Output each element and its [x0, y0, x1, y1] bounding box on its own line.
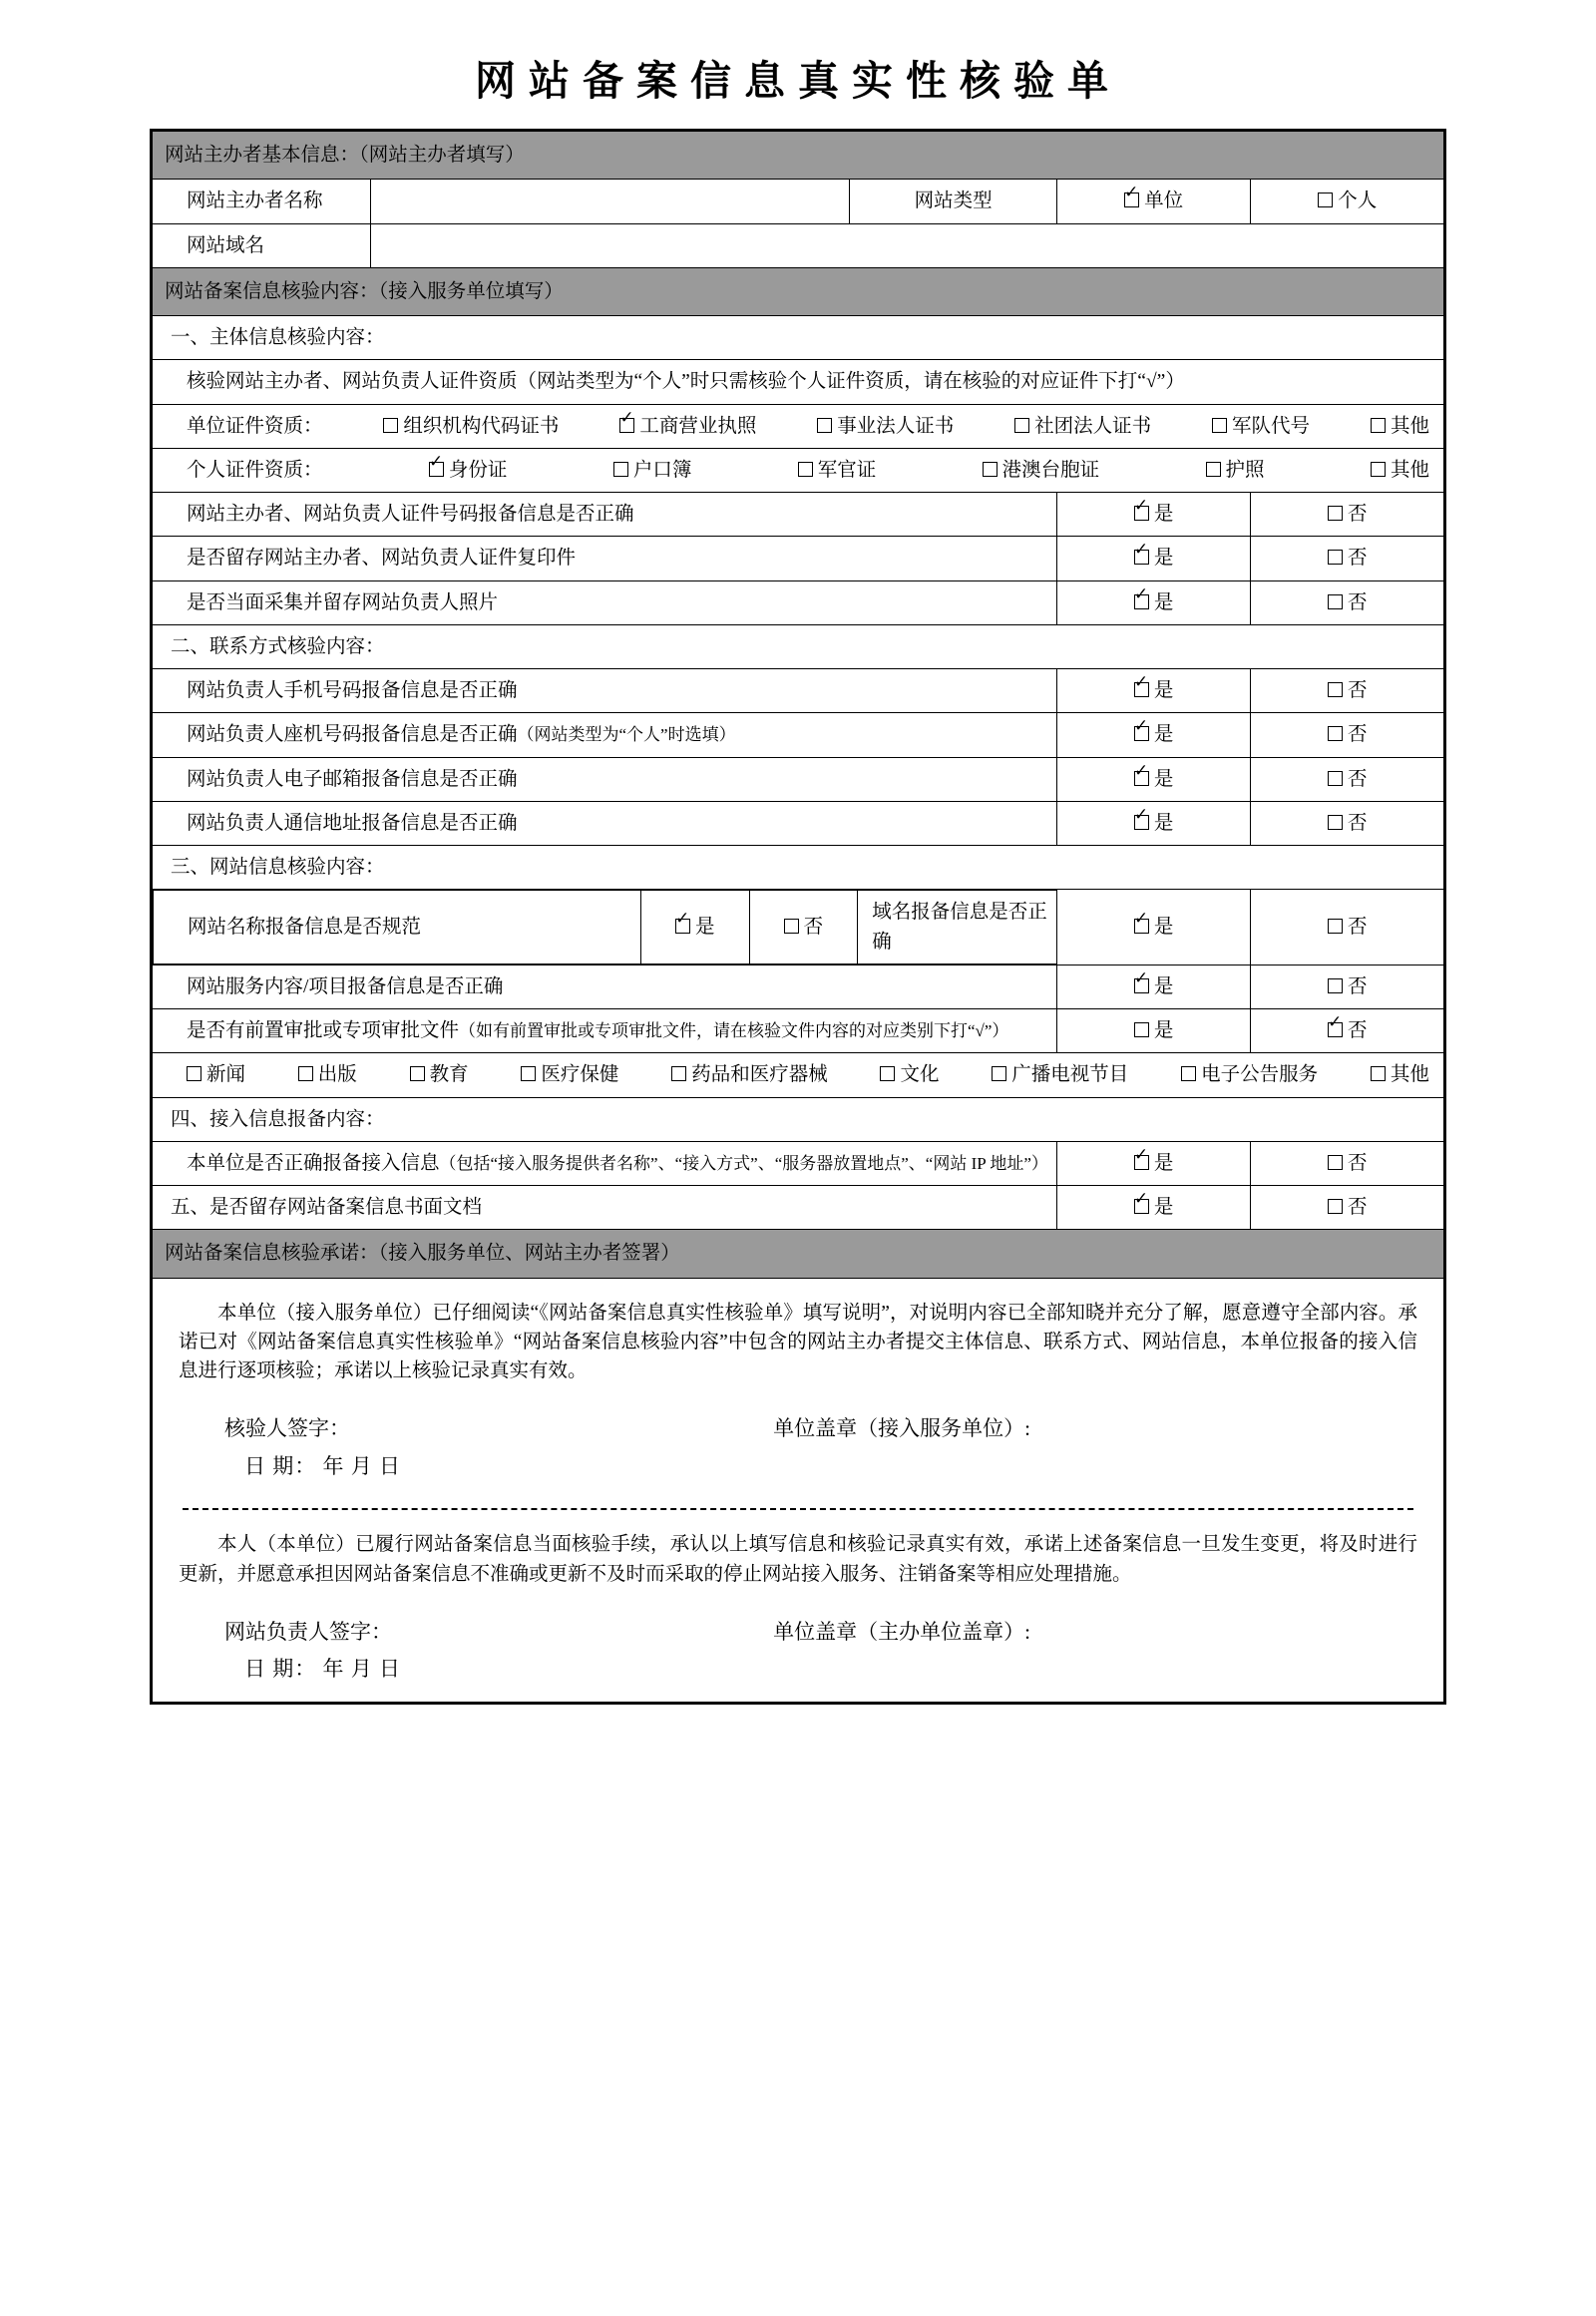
group2-row-1 [152, 669, 1445, 713]
checkbox-icon[interactable] [798, 462, 813, 477]
site-type-person-label: 个人 [1338, 191, 1378, 212]
checkbox-icon[interactable] [1328, 506, 1343, 521]
person-cert-option-label: 军官证 [817, 459, 877, 481]
checkbox-icon[interactable] [1134, 815, 1149, 830]
checkbox-icon[interactable] [1328, 682, 1343, 697]
group2-head-label: 二、联系方式核验内容： [152, 624, 1445, 668]
checkbox-icon[interactable] [1134, 919, 1149, 934]
checkbox-icon[interactable] [1181, 1066, 1196, 1081]
group3-domain-text: 域名报备信息是否正确 [858, 891, 1056, 965]
group3-service-no[interactable] [1251, 965, 1445, 1008]
promise-paragraph-2: 本人（本单位）已履行网站备案信息当面核验手续，承认以上填写信息和核验记录真实有效，承诺上述备案信息一旦发生变更，将及时进行更新，并愿意承担因网站备案信息不准确或更新不及时而采取的停止网站接入服务、注销备案等相应处理措施。 [179, 1534, 1417, 1585]
unit-cert-option-institution[interactable] [817, 412, 954, 441]
group1-header [152, 316, 1445, 360]
no-label: 否 [1347, 1152, 1368, 1174]
verification-form [150, 129, 1446, 1705]
group1-row-1-no[interactable] [1251, 493, 1445, 537]
group3-preapproval-text: 是否有前置审批或专项审批文件 [187, 1020, 460, 1041]
group5-yes[interactable] [1056, 1186, 1251, 1230]
group2-row-4 [152, 801, 1445, 845]
domain-row [152, 223, 1445, 267]
yes-label: 是 [1153, 975, 1174, 997]
checkbox-icon[interactable] [1134, 506, 1149, 521]
date-line-1[interactable]: 日 期： 年 月 日 [244, 1453, 401, 1478]
no-label: 否 [1347, 975, 1368, 997]
site-type-unit-option[interactable] [1056, 180, 1251, 223]
domain-label: 网站域名 [152, 223, 371, 267]
promise-body-row [152, 1278, 1445, 1703]
category-bbs[interactable] [1181, 1060, 1318, 1089]
group3-categories-row [152, 1053, 1445, 1097]
group1-row-1-yes[interactable] [1056, 493, 1251, 537]
group2-row-2-text: 网站负责人座机号码报备信息是否正确 [187, 724, 518, 746]
section-owner-basic-header [152, 131, 1445, 180]
person-cert-option-id-card[interactable] [429, 456, 508, 485]
category-label: 出版 [317, 1064, 357, 1086]
person-cert-option-passport[interactable] [1206, 456, 1265, 485]
no-label: 否 [1347, 680, 1368, 701]
group3-service-row [152, 965, 1445, 1008]
yes-label: 是 [1153, 591, 1174, 613]
unit-cert-option-social-org[interactable] [1014, 412, 1151, 441]
person-cert-option-label: 护照 [1225, 459, 1265, 481]
person-cert-option-hmt[interactable] [983, 456, 1100, 485]
checkbox-icon[interactable] [1328, 1022, 1343, 1037]
category-education[interactable] [410, 1060, 469, 1089]
checkbox-icon[interactable] [1318, 193, 1333, 207]
owner-name-label: 网站主办者名称 [152, 180, 371, 223]
person-cert-option-label: 身份证 [448, 459, 508, 481]
group4-row [152, 1141, 1445, 1185]
group4-row-note: （包括“接入服务提供者名称”、“接入方式”、“服务器放置地点”、“网站 IP 地址”） [439, 1153, 1048, 1173]
checkbox-icon[interactable] [1328, 919, 1343, 934]
group2-row-2-no[interactable] [1251, 713, 1445, 757]
verify-head-label: 网站备案信息核验内容：（接入服务单位填写） [152, 267, 1445, 315]
checkbox-icon[interactable] [992, 1066, 1006, 1081]
yes-label: 是 [1153, 1197, 1174, 1218]
group2-row-3-no[interactable] [1251, 757, 1445, 801]
checkbox-icon[interactable] [1328, 815, 1343, 830]
unit-cert-option-org-code[interactable] [383, 412, 559, 441]
checkbox-icon[interactable] [1328, 1199, 1343, 1214]
group2-row-3-yes[interactable] [1056, 757, 1251, 801]
group4-head-label: 四、接入信息报备内容： [152, 1097, 1445, 1141]
owner-basic-head-label: 网站主办者基本信息：（网站主办者填写） [152, 131, 1445, 180]
domain-input[interactable] [371, 223, 1445, 267]
checkbox-icon[interactable] [521, 1066, 536, 1081]
group1-head-label: 一、主体信息核验内容： [152, 316, 1445, 360]
unit-cert-option-label: 组织机构代码证书 [403, 415, 560, 437]
unit-cert-option-label: 社团法人证书 [1034, 415, 1152, 437]
group5-no[interactable] [1251, 1186, 1445, 1230]
unit-cert-option-army-code[interactable] [1212, 412, 1310, 441]
no-label: 否 [1347, 548, 1368, 570]
group1-row-2-text: 是否留存网站主办者、网站负责人证件复印件 [152, 537, 1057, 580]
checkbox-icon[interactable] [1134, 594, 1149, 609]
group2-header [152, 624, 1445, 668]
person-cert-option-label: 其他 [1390, 459, 1429, 481]
group2-row-3-text: 网站负责人电子邮箱报备信息是否正确 [187, 768, 518, 790]
group2-row-3 [152, 757, 1445, 801]
unit-cert-option-other[interactable] [1371, 412, 1429, 441]
unit-cert-row [152, 404, 1445, 448]
checkbox-icon[interactable] [383, 418, 398, 433]
unit-cert-option-label: 事业法人证书 [837, 415, 955, 437]
checkbox-icon[interactable] [1328, 594, 1343, 609]
group3-sitename-text: 网站名称报备信息是否规范 [154, 891, 641, 965]
group5-row [152, 1186, 1445, 1230]
checkbox-icon[interactable] [1328, 550, 1343, 565]
group3-split-row [152, 890, 1445, 965]
date-line-2[interactable]: 日 期： 年 月 日 [244, 1657, 401, 1682]
promise-header [152, 1230, 1445, 1278]
checkbox-icon[interactable] [880, 1066, 895, 1081]
group2-row-1-text: 网站负责人手机号码报备信息是否正确 [187, 680, 518, 701]
group3-preapproval-row [152, 1009, 1445, 1053]
no-label: 否 [1347, 724, 1368, 746]
unit-cert-option-label: 其他 [1390, 415, 1429, 437]
group1-intro-row [152, 360, 1445, 404]
group4-row-text: 本单位是否正确报备接入信息 [187, 1152, 440, 1174]
group3-preapproval-yes[interactable] [1056, 1009, 1251, 1053]
group3-domain-yes[interactable] [1056, 890, 1251, 965]
category-drug-device[interactable] [671, 1060, 828, 1089]
signature-line-2 [179, 1617, 1417, 1649]
group4-row-no[interactable] [1251, 1141, 1445, 1185]
checkbox-icon[interactable] [1371, 462, 1386, 477]
unit-cert-label: 单位证件资质： [187, 415, 323, 437]
category-label: 其他 [1390, 1064, 1429, 1086]
checkbox-icon[interactable] [983, 462, 998, 477]
promise-head-label: 网站备案信息核验承诺：（接入服务单位、网站主办者签署） [152, 1230, 1445, 1278]
site-type-label: 网站类型 [850, 180, 1057, 223]
checkbox-icon[interactable] [1134, 771, 1149, 786]
group3-sitename-yes[interactable] [640, 891, 749, 965]
checkbox-icon[interactable] [671, 1066, 686, 1081]
checkbox-icon[interactable] [1134, 1199, 1149, 1214]
unit-cert-option-label: 工商营业执照 [639, 415, 757, 437]
checkbox-icon[interactable] [1134, 1155, 1149, 1170]
yes-label: 是 [1153, 1152, 1174, 1174]
page-title: 网站备案信息真实性核验单 [475, 58, 1121, 104]
group1-row-3-yes[interactable] [1056, 580, 1251, 624]
group1-intro-text: 核验网站主办者、网站负责人证件资质（网站类型为“个人”时只需核验个人证件资质，请在核验的对应证件下打“√”） [152, 360, 1445, 404]
checkbox-icon[interactable] [1371, 418, 1386, 433]
no-label: 否 [1347, 1197, 1368, 1218]
category-culture[interactable] [880, 1060, 939, 1089]
checkbox-icon[interactable] [1212, 418, 1227, 433]
group3-header [152, 846, 1445, 890]
signature-line-1 [179, 1413, 1417, 1445]
checkbox-icon[interactable] [1134, 978, 1149, 993]
person-cert-row [152, 448, 1445, 492]
category-publishing[interactable] [298, 1060, 357, 1089]
owner-name-row [152, 180, 1445, 223]
checkbox-icon[interactable] [1328, 978, 1343, 993]
group1-row-2-yes[interactable] [1056, 537, 1251, 580]
checkbox-icon[interactable] [1328, 1155, 1343, 1170]
category-label: 教育 [429, 1064, 469, 1086]
yes-label: 是 [1153, 548, 1174, 570]
group1-row-2-no[interactable] [1251, 537, 1445, 580]
group3-head-label: 三、网站信息核验内容： [152, 846, 1445, 890]
isp-seal-label[interactable]: 单位盖章（接入服务单位）: [773, 1416, 1030, 1441]
group5-head-label: 五、是否留存网站备案信息书面文档 [152, 1186, 1057, 1230]
checkbox-icon[interactable] [1134, 1022, 1149, 1037]
group1-row-2 [152, 537, 1445, 580]
category-other[interactable] [1371, 1060, 1429, 1089]
yes-label: 是 [1153, 680, 1174, 701]
person-cert-option-other[interactable] [1371, 456, 1429, 485]
category-label: 医疗保健 [541, 1064, 619, 1086]
group4-row-yes[interactable] [1056, 1141, 1251, 1185]
category-healthcare[interactable] [521, 1060, 618, 1089]
no-label: 否 [1347, 768, 1368, 790]
yes-label: 是 [1153, 768, 1174, 790]
category-label: 广播电视节目 [1011, 1064, 1129, 1086]
checkbox-icon[interactable] [1328, 726, 1343, 741]
yes-label: 是 [1153, 812, 1174, 834]
checkbox-icon[interactable] [298, 1066, 313, 1081]
checkbox-icon[interactable] [1014, 418, 1029, 433]
category-label: 新闻 [206, 1064, 246, 1086]
group3-domain-no[interactable] [1251, 890, 1445, 965]
group2-row-2-note: （网站类型为“个人”时选填） [517, 725, 736, 745]
yes-label: 是 [1153, 724, 1174, 746]
checkbox-icon[interactable] [784, 919, 799, 934]
group4-header [152, 1097, 1445, 1141]
person-cert-option-household[interactable] [613, 456, 692, 485]
person-cert-option-label: 户口簿 [632, 459, 692, 481]
category-broadcast[interactable] [992, 1060, 1128, 1089]
group3-service-text: 网站服务内容/项目报备信息是否正确 [152, 965, 1057, 1008]
yes-label: 是 [694, 916, 715, 938]
group2-row-4-text: 网站负责人通信地址报备信息是否正确 [187, 812, 518, 834]
checkbox-icon[interactable] [410, 1066, 425, 1081]
group3-sitename-no[interactable] [749, 891, 858, 965]
site-type-person-option[interactable] [1251, 180, 1445, 223]
yes-label: 是 [1153, 504, 1174, 525]
checkbox-icon[interactable] [1134, 550, 1149, 565]
person-cert-option-label: 港澳台胞证 [1001, 459, 1100, 481]
group2-row-1-yes[interactable] [1056, 669, 1251, 713]
unit-cert-option-business-license[interactable] [619, 412, 756, 441]
checkbox-icon[interactable] [619, 418, 634, 433]
section-verify-header [152, 267, 1445, 315]
group3-service-yes[interactable] [1056, 965, 1251, 1008]
checkbox-icon[interactable] [613, 462, 628, 477]
group1-row-3-text: 是否当面采集并留存网站负责人照片 [152, 580, 1057, 624]
group2-row-4-no[interactable] [1251, 801, 1445, 845]
no-label: 否 [1347, 916, 1368, 938]
checkbox-icon[interactable] [1371, 1066, 1386, 1081]
checkbox-icon[interactable] [1124, 193, 1139, 207]
yes-label: 是 [1153, 916, 1174, 938]
unit-cert-option-label: 军队代号 [1232, 415, 1311, 437]
person-cert-option-officer[interactable] [798, 456, 877, 485]
group1-row-1 [152, 493, 1445, 537]
checkbox-icon[interactable] [187, 1066, 201, 1081]
dashed-divider [183, 1508, 1413, 1510]
verifier-signature-label[interactable]: 核验人签字： [224, 1416, 350, 1441]
category-label: 药品和医疗器械 [691, 1064, 828, 1086]
checkbox-icon[interactable] [1134, 726, 1149, 741]
site-owner-signature-label[interactable]: 网站负责人签字： [224, 1619, 392, 1644]
group2-row-1-no[interactable] [1251, 669, 1445, 713]
category-label: 电子公告服务 [1201, 1064, 1319, 1086]
checkbox-icon[interactable] [1328, 771, 1343, 786]
checkbox-icon[interactable] [1134, 682, 1149, 697]
group3-preapproval-note: （如有前置审批或专项审批文件，请在核验文件内容的对应类别下打“√”） [459, 1021, 1009, 1040]
owner-seal-label[interactable]: 单位盖章（主办单位盖章）: [773, 1619, 1030, 1644]
no-label: 否 [1347, 812, 1368, 834]
yes-label: 是 [1153, 1020, 1174, 1041]
checkbox-icon[interactable] [429, 462, 444, 477]
checkbox-icon[interactable] [817, 418, 832, 433]
category-news[interactable] [187, 1060, 245, 1089]
person-cert-label: 个人证件资质： [187, 459, 323, 481]
group2-row-4-yes[interactable] [1056, 801, 1251, 845]
category-label: 文化 [900, 1064, 940, 1086]
site-type-unit-label: 单位 [1144, 191, 1184, 212]
group1-row-3-no[interactable] [1251, 580, 1445, 624]
group2-row-2 [152, 713, 1445, 757]
no-label: 否 [1347, 591, 1368, 613]
promise-paragraph-1: 本单位（接入服务单位）已仔细阅读“《网站备案信息真实性核验单》填写说明”，对说明内容已全部知晓并充分了解，愿意遵守全部内容。承诺已对《网站备案信息真实性核验单》“网站备案信息核验内容”中包含的网站主办者提交主体信息、联系方式、网站信息，本单位报备的接入信息进行逐项核验；承诺以上核验记录真实有效。 [179, 1302, 1417, 1381]
no-label: 否 [803, 916, 824, 938]
group1-row-3 [152, 580, 1445, 624]
group3-preapproval-no[interactable] [1251, 1009, 1445, 1053]
owner-name-input[interactable] [371, 180, 850, 223]
group2-row-2-yes[interactable] [1056, 713, 1251, 757]
checkbox-icon[interactable] [675, 919, 690, 934]
no-label: 否 [1347, 1020, 1368, 1041]
no-label: 否 [1347, 504, 1368, 525]
checkbox-icon[interactable] [1206, 462, 1221, 477]
group1-row-1-text: 网站主办者、网站负责人证件号码报备信息是否正确 [152, 493, 1057, 537]
